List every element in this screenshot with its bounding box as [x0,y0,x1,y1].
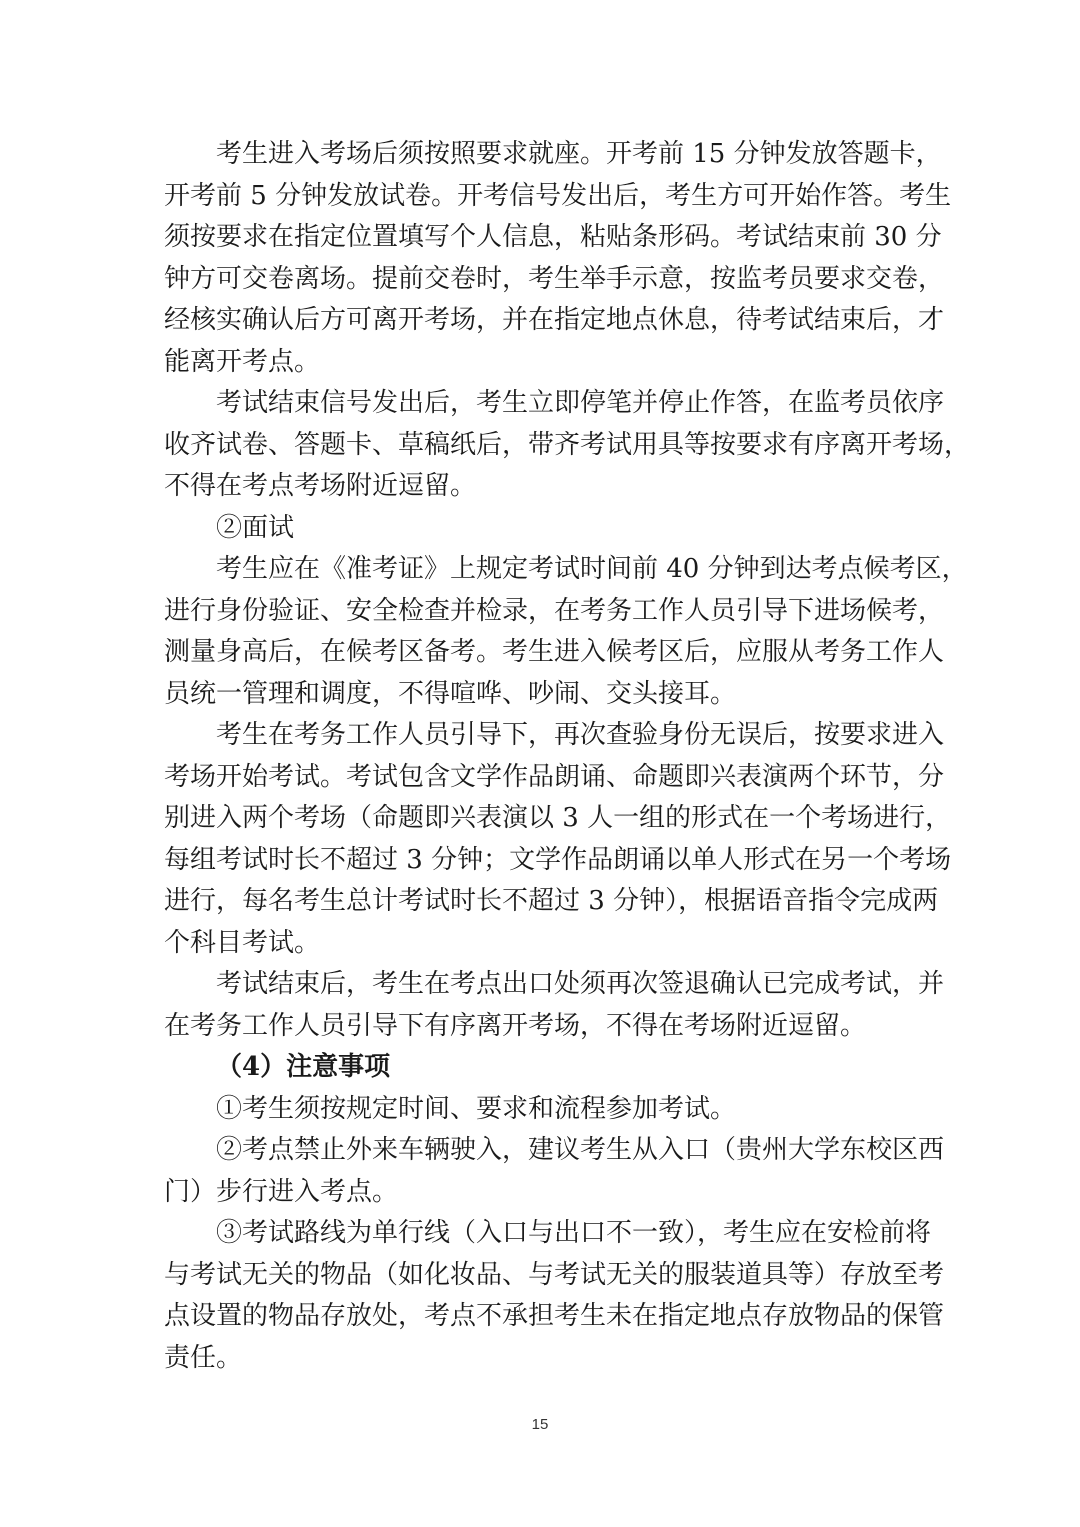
text-line: 责任。 [164,1342,243,1373]
text-line: 钟方可交卷离场。提前交卷时，考生举手示意，按监考员要求交卷， [164,263,945,294]
paragraph-exam-seating [164,134,952,383]
text-line: ①考生须按规定时间、要求和流程参加考试。 [216,1093,737,1124]
text-line: 开考前 5 分钟发放试卷。开考信号发出后，考生方可开始作答。考生 [164,180,952,211]
text-line: 须按要求在指定位置填写个人信息，粘贴条形码。考试结束前 30 分 [164,222,942,252]
text-line: ②考点禁止外来车辆驶入，建议考生从入口（贵州大学东校区西 [216,1135,945,1165]
note-item-2 [164,1130,945,1213]
text-line: 考试结束信号发出后，考生立即停笔并停止作答，在监考员依序 [216,388,945,418]
text-line: 不得在考点考场附近逗留。 [164,471,477,501]
text-line: 与考试无关的物品（如化妆品、与考试无关的服装道具等）存放至考 [164,1259,945,1290]
text-line: 点设置的物品存放处，考点不承担考生未在指定地点存放物品的保管 [164,1301,945,1331]
text-line: 考生应在《准考证》上规定考试时间前 40 分钟到达考点候考区， [216,554,968,584]
text-line: 能离开考点。 [164,346,321,377]
body-text [164,134,971,1379]
paragraph-exam-end [164,383,971,508]
text-line: 进行身份验证、安全检查并检录，在考务工作人员引导下进场候考， [164,595,945,626]
text-line: 别进入两个考场（命题即兴表演以 3 人一组的形式在一个考场进行， [164,803,952,833]
text-line: 考生在考务工作人员引导下，再次查验身份无误后，按要求进入 [216,720,945,750]
text-line: 个科目考试。 [164,927,321,958]
text-line: 在考务工作人员引导下有序离开考场，不得在考场附近逗留。 [164,1010,867,1041]
section-heading: （4）注意事项 [216,1052,391,1082]
text-line: 考试结束后，考生在考点出口处须再次签退确认已完成考试，并 [216,969,945,999]
section-heading-notes [164,1047,916,1089]
text-line: 考生进入考场后须按照要求就座。开考前 15 分钟发放答题卡， [216,139,942,169]
text-line: 员统一管理和调度，不得喧哗、吵闹、交头接耳。 [164,678,737,709]
note-item-1 [164,1089,916,1131]
text-line: 每组考试时长不超过 3 分钟；文学作品朗诵以单人形式在另一个考场 [164,844,952,875]
text-line: 经核实确认后方可离开考场，并在指定地点休息，待考试结束后，才 [164,305,945,335]
text-line: 测量身高后，在候考区备考。考生进入候考区后，应服从考务工作人 [164,637,945,667]
text-line: 门）步行进入考点。 [164,1176,399,1207]
page-number: 15 [531,1416,549,1433]
note-item-3 [164,1213,945,1379]
paragraph-interview-exit [164,964,945,1047]
subheading-interview [164,508,916,550]
text-line: 进行，每名考生总计考试时长不超过 3 分钟），根据语音指令完成两 [164,886,939,916]
text-line: ②面试 [216,512,295,543]
text-line: 收齐试卷、答题卡、草稿纸后，带齐考试用具等按要求有序离开考场， [164,429,971,460]
text-line: ③考试路线为单行线（入口与出口不一致），考生应在安检前将 [216,1218,932,1248]
text-line: 考场开始考试。考试包含文学作品朗诵、命题即兴表演两个环节，分 [164,761,945,792]
paragraph-interview-process [164,715,952,964]
paragraph-interview-arrival [164,549,968,715]
